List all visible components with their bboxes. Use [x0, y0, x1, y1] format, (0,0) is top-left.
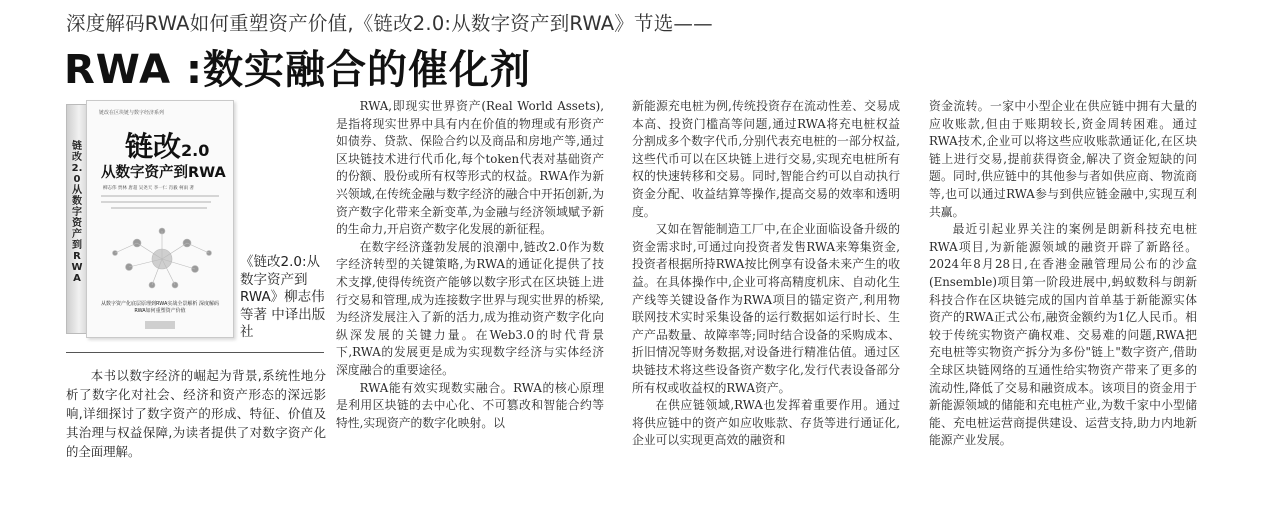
- article-paragraph: 最近引起业界关注的案例是朗新科技充电桩RWA项目,为新能源领域的融资开辟了新路径。2024年8月28日,在香港金融管理局公布的沙盒(Ensemble)项目第一阶段进展中,蚂蚁数科与朗新科技合作在区块链完成的国内首单基于新能源实体资产的RWA正式公布,融资金额约为1亿人民币。相较于传统实物资产确权难、交易难的问题,RWA把充电桩等实物资产拆分为多份"链上"数字资产,借助全球区块链网络的互通性给实物资产带来了更多的流动性,降低了交易和融资成本。该项目的资金用于新能源领域的储能和充电桩产业,为数千家中小型储能、充电桩运营商提供建设、运营支持,助力内地新能源产业发展。: [929, 222, 1197, 448]
- article-column-3: [929, 98, 1197, 450]
- cover-text-line: [111, 207, 207, 209]
- cover-publisher-logo: [145, 321, 175, 329]
- header-subtitle: 深度解码RWA如何重塑资产价值,《链改2.0:从数字资产到RWA》节选——: [66, 12, 713, 35]
- cover-subtitle: 从数字资产到RWA: [101, 165, 226, 181]
- article-paragraph: RWA能有效实现数实融合。RWA的核心原理是利用区块链的去中心化、不可篡改和智能合约等特性,实现资产的数字化映射。以: [336, 380, 604, 430]
- cover-title-main: 链改: [125, 130, 182, 163]
- article-paragraph: 又如在智能制造工厂中,在企业面临设备升级的资金需求时,可通过向投资者发售RWA来筹集资金,投资者根据所持RWA按比例享有设备未来产生的收益。在具体操作中,企业可将高精度机床、自动化生产线等关键设备作为RWA项目的锚定资产,利用物联网技术实时采集设备的运行数据如运行时长、生产产品数量、故障率等;同时结合设备的采购成本、折旧情况等财务数据,对设备进行精准估值。通过区块链技术将这些设备资产数字化,发行代表设备部分所有权或收益权的RWA资产。: [632, 222, 900, 395]
- intro-divider: [66, 352, 324, 353]
- book-intro: 本书以数字经济的崛起为背景,系统性地分析了数字化对社会、经济和资产形态的深远影响,详细探讨了数字资产的形成、特征、价值及其治理与权益保障,为读者提供了对数字资产化的全面理解。: [66, 368, 326, 459]
- book-caption: 《链改2.0:从数字资产到RWA》柳志伟 等著 中译出版社: [240, 254, 326, 340]
- cover-title: [125, 125, 209, 165]
- cover-tagline: 从数字资产化底层原理到RWA实战全景解析 深度解码RWA如何重塑资产价值: [101, 301, 219, 314]
- cover-series: 链改在区块链与数字经济系列: [99, 110, 165, 116]
- page-title: RWA :数实融合的催化剂: [64, 47, 532, 93]
- book-front-cover: [86, 100, 234, 338]
- book-spine-text: 链改2.0 从数字资产到RWA: [71, 141, 83, 284]
- article-paragraph: 在数字经济蓬勃发展的浪潮中,链改2.0作为数字经济转型的关键策略,为RWA的通证化提供了技术支撑,使得传统资产能够以数字形式在区块链上进行交易和管理,成为连接数字世界与现实世界的桥梁,为经济发展注入了新的活力,成为推动资产数字化向纵深发展的关键力量。在Web3.0的时代背景下,RWA的发展更是成为实现数字经济与实体经济深度融合的重要途径。: [336, 239, 604, 377]
- article-column-2: [632, 98, 900, 450]
- article-paragraph: 新能源充电桩为例,传统投资存在流动性差、交易成本高、投资门槛高等问题,通过RWA将充电桩权益分割成多个数字代币,分别代表充电桩的一部分权益,这些代币可以在区块链上进行交易,实现充电桩所有权的快速转移和交易。同时,智能合约可以自动执行资金分配、收益结算等操作,提高交易的效率和透明度。: [632, 99, 900, 219]
- cover-authors: 柳志伟 贾林 唐超 吴尧天 李一仁 肖毅 柯雨 著: [103, 186, 195, 191]
- article-column-1: [336, 98, 604, 432]
- cover-network-graphic: [107, 223, 217, 295]
- cover-text-line: [101, 201, 211, 203]
- article-paragraph: 资金流转。一家中小型企业在供应链中拥有大量的应收账款,但由于账期较长,资金周转困难。通过RWA技术,企业可以将这些应收账款通证化,在区块链上进行交易,提前获得资金,解决了资金短缺的问题。同时,供应链中的其他参与者如供应商、物流商等,也可以通过RWA参与到供应链金融中,实现互利共赢。: [929, 99, 1197, 219]
- article-paragraph: 在供应链领域,RWA也发挥着重要作用。通过将供应链中的资产如应收账款、存货等进行通证化,企业可以实现更高效的融资和: [632, 398, 900, 448]
- cover-title-version: 2.0: [181, 141, 210, 160]
- article-paragraph: RWA,即现实世界资产(Real World Assets),是指将现实世界中具有内在价值的物理或有形资产如债券、贷款、保险合约以及商品和房地产等,通过区块链技术进行代币化,每个token代表对基础资产的份额、股份或所有权等形式的权益。RWA作为新兴领域,在传统金融与数字经济的融合中开拓创新,为资产数字化带来全新变革,为金融与经济领域赋予新的生命力,开启资产数字化发展的新征程。: [336, 99, 604, 237]
- cover-text-line: [101, 195, 219, 197]
- book-spine: [66, 104, 88, 334]
- book-cover-image: [66, 100, 234, 338]
